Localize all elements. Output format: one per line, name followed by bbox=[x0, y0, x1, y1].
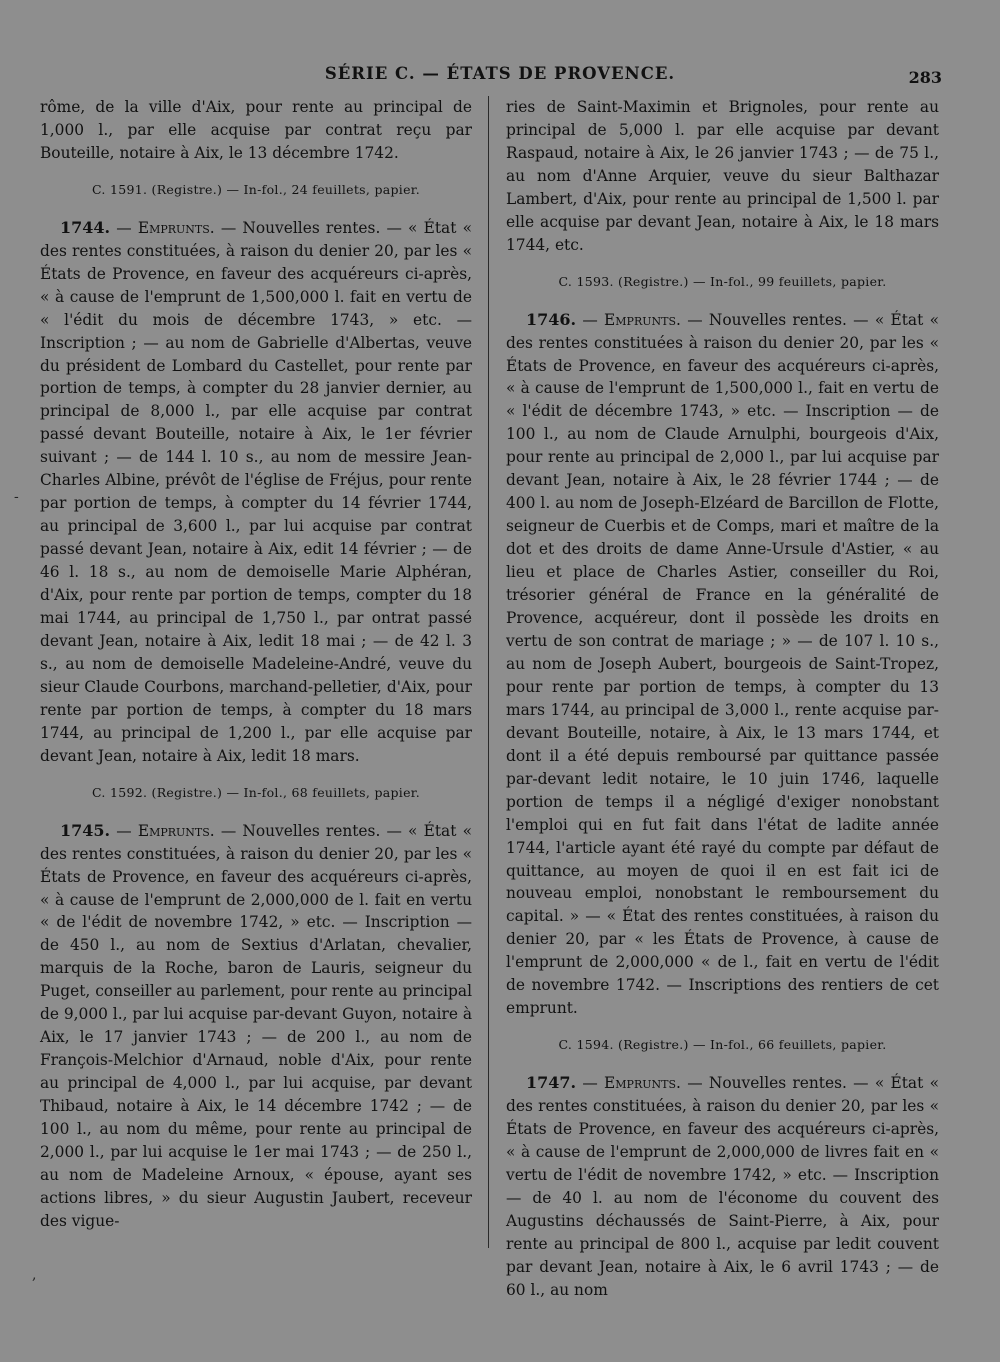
running-title: SÉRIE C. — ÉTATS DE PROVENCE. bbox=[324, 64, 676, 83]
page-number: 283 bbox=[908, 68, 942, 87]
entry-year: 1746. bbox=[526, 309, 577, 329]
entry-1744 bbox=[40, 217, 472, 768]
entry-text: — Nouvelles rentes. — « État « des rentes constituées, à raison du denier 20, par les « États de Provence, en faveur des acquéreurs ci-après, « à cause de l'emprunt de 2,000,000 de l. fait en vertu « de l'édit de novembre 1742, » etc. — Inscription — de 450 l., au nom de Sextius d'Arlatan, chevalier, marquis de la Roche, baron de Lauris, seigneur du Puget, conseiller au parlement, pour rente au principal de 9,000 l., par lui acquise par-devant Guyon, notaire à Aix, le 17 janvier 1743 ; — de 200 l., au nom de François-Melchior d'Arnaud, noble d'Aix, pour rente au principal de 4,000 l., par lui acquise, par devant Thibaud, notaire à Aix, le 14 décembre 1742 ; — de 100 l., au nom du même, pour rente au principal de 2,000 l., par lui acquise le 1er mai 1743 ; — de 250 l., au nom de Madeleine Arnoux, « épouse, ayant ses actions libres, » du sieur Augustin Jaubert, receveur des vigue- bbox=[40, 821, 472, 1230]
entry-year: 1745. bbox=[60, 820, 111, 840]
entry-year: 1747. bbox=[526, 1073, 577, 1093]
entry-text: — Nouvelles rentes. — « État « des rentes constituées, à raison du denier 20, par les « États de Provence, en faveur des acquéreurs ci-après, « à cause de l'emprunt de 2,000,000 de livres fait en « vertu de l'édit de novembre 1742, » etc. — Inscription — de 40 l. au nom de l'économe du couvent des Augustins déchaussés de Saint-Pierre, à Aix, pour rente au principal de 800 l., acquise par ledit couvent par devant Jean, notaire à Aix, le 6 avril 1743 ; — de 60 l., au nom bbox=[506, 1074, 939, 1299]
entry-rubric: — Emprunts. bbox=[116, 218, 215, 237]
column-divider bbox=[488, 96, 489, 1248]
source-note-1593: C. 1593. (Registre.) — In-fol., 99 feuillets, papier. bbox=[558, 273, 887, 289]
entry-1747 bbox=[506, 1072, 939, 1302]
source-note-1592: C. 1592. (Registre.) — In-fol., 68 feuillets, papier. bbox=[92, 784, 420, 800]
page-header bbox=[0, 64, 1000, 90]
entry-text: — Nouvelles rentes. — « État « des rentes constituées, à raison du denier 20, par les « États de Provence, en faveur des acquéreurs ci-après, « à cause de l'emprunt de 1,500,000 l. fait en vertu de « l'édit du mois de décembre 1743, » etc. — Inscription ; — au nom de Gabrielle d'Albertas, veuve du président de Lombard du Castellet, pour rente par portion de temps, à compter du 28 janvier dernier, au principal de 8,000 l., par elle acquise par contrat passé devant Bouteille, notaire à Aix, le 1er février suivant ; — de 144 l. 10 s., au nom de messire Jean-Charles Albine, prévôt de l'église de Fréjus, pour rente par portion de temps, à compter du 14 février 1744, au principal de 3,600 l., par lui acquise par contrat passé devant Jean, notaire à Aix, edit 14 février ; — de 46 l. 18 s., au nom de demoiselle Marie Alphéran, d'Aix, pour rente par portion de temps, compter du 18 mai 1744, au principal de 1,750 l., par ontrat passé devant Jean, notaire à Aix, ledit 18 mai ; — de 42 l. 3 s., au nom de demoiselle Madeleine-André, veuve du sieur Claude Courbons, marchand-pelletier, d'Aix, pour rente par portion de temps, à compter du 18 mars 1744, au principal de 1,200 l., par elle acquise par devant Jean, notaire à Aix, ledit 18 mars. bbox=[40, 218, 472, 765]
source-note-1591: C. 1591. (Registre.) — In-fol., 24 feuillets, papier. bbox=[92, 181, 420, 197]
entry-year: 1744. bbox=[60, 217, 111, 237]
source-note-1594: C. 1594. (Registre.) — In-fol., 66 feuillets, papier. bbox=[558, 1037, 887, 1053]
entry-rubric: — Emprunts. bbox=[582, 310, 681, 329]
margin-mark: , bbox=[32, 1267, 37, 1283]
continuation-paragraph: rôme, de la ville d'Aix, pour rente au principal de 1,000 l., par elle acquise par contrat reçu par Bouteille, notaire à Aix, le 13 décembre 1742. bbox=[40, 98, 472, 162]
entry-rubric: — Emprunts. bbox=[582, 1074, 681, 1093]
margin-mark: - bbox=[14, 489, 19, 505]
right-column bbox=[506, 96, 939, 1302]
entry-1746 bbox=[506, 309, 939, 1021]
left-column bbox=[40, 96, 472, 1233]
entry-text: — Nouvelles rentes. — « État « des rentes constituées à raison du denier 20, par les « États de Provence, en faveur des acquéreurs ci-après, « à cause de l'emprunt de 1,500,000 l., fait en vertu de « l'édit de décembre 1743, » etc. — Inscription — de 100 l., au nom de Claude Arnulphi, bourgeois d'Aix, pour rente au principal de 2,000 l., par lui acquise par devant Jean, notaire à Aix, le 28 février 1744 ; — de 400 l. au nom de Joseph-Elzéard de Barcillon de Flotte, seigneur de Cuerbis et de Comps, mari et maître de la dot et des droits de dame Anne-Ursule d'Astier, « au lieu et place de Charles Astier, conseiller du Roi, trésorier général de France en la généralité de Provence, acquéreur, dont il possède les droits en vertu de son contrat de mariage ; » — de 107 l. 10 s., au nom de Joseph Aubert, bourgeois de Saint-Tropez, pour rente par portion de temps, à compter du 13 mars 1744, au principal de 3,000 l., rente acquise par-devant Bouteille, notaire, à Aix, le 13 mars 1744, et dont il a été depuis remboursé par quittance passée par-devant ledit notaire, le 10 juin 1746, laquelle portion de temps il a négligé d'exiger nonobstant l'emploi qui en fut fait dans l'état de ladite année 1744, l'article ayant été rayé du compte par défaut de quittance, au moyen de quoi il en est fait ici de nouveau emploi, nonobstant le remboursement du capital. » — « État des rentes constituées, à raison du denier 20, par « les États de Provence, à cause de l'emprunt de 2,000,000 « de l., fait en vertu de l'édit de novembre 1742. — Inscriptions des rentiers de cet emprunt. bbox=[506, 310, 939, 1018]
entry-rubric: — Emprunts. bbox=[116, 821, 215, 840]
entry-1745 bbox=[40, 820, 472, 1233]
continuation-paragraph: ries de Saint-Maximin et Brignoles, pour rente au principal de 5,000 l. par elle acquise par devant Raspaud, notaire à Aix, le 26 janvier 1743 ; — de 75 l., au nom d'Anne Arquier, veuve du sieur Balthazar Lambert, d'Aix, pour rente au principal de 1,500 l. par elle acquise par devant Jean, notaire à Aix, le 18 mars 1744, etc. bbox=[506, 98, 939, 254]
